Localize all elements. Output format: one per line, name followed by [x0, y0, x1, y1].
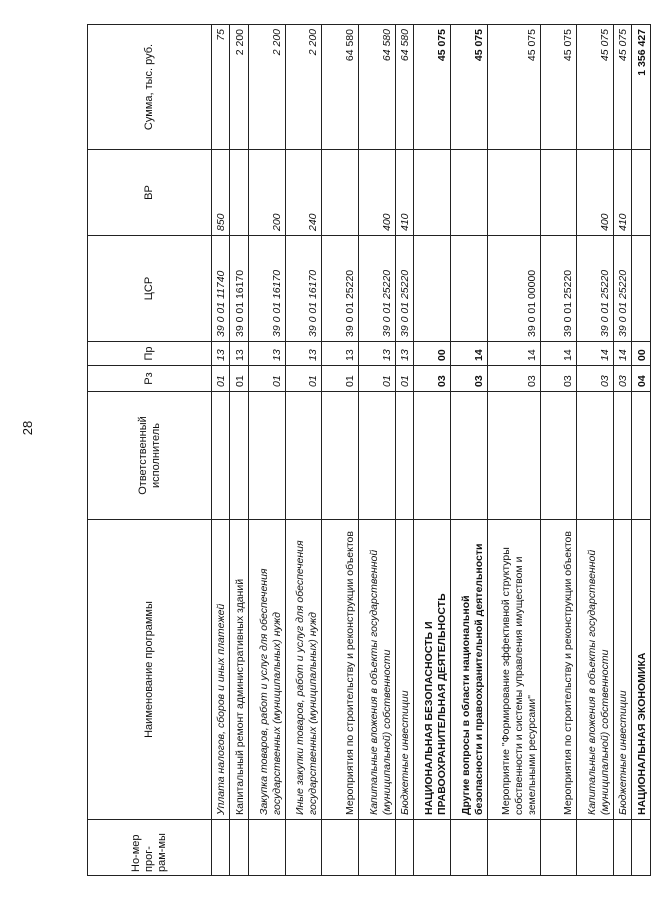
csr-cell: 39 0 01 00000	[487, 236, 540, 342]
csr-cell	[414, 236, 451, 342]
csr-cell: 39 0 01 25220	[322, 236, 359, 342]
pr-cell: 13	[248, 342, 285, 366]
executor-cell	[395, 392, 413, 520]
rz-cell: 01	[395, 366, 413, 392]
program-name-cell: Бюджетные инвестиции	[614, 520, 632, 820]
sum-cell: 75	[212, 25, 230, 150]
vr-cell: 850	[212, 150, 230, 236]
header-executor: Ответственный исполнитель	[88, 392, 212, 520]
header-csr: ЦСР	[88, 236, 212, 342]
header-vr: ВР	[88, 150, 212, 236]
executor-cell	[322, 392, 359, 520]
program-name-cell: Иные закупки товаров, работ и услуг для обеспечения государственных (муниципальных) нужд	[285, 520, 322, 820]
table-row	[414, 25, 451, 876]
vr-cell: 240	[285, 150, 322, 236]
program-number-cell	[540, 820, 577, 876]
program-number-cell	[230, 820, 248, 876]
sum-cell: 45 075	[450, 25, 487, 150]
header-program-name: Наименование программы	[88, 520, 212, 820]
pr-cell: 13	[230, 342, 248, 366]
pr-cell: 14	[487, 342, 540, 366]
pr-cell: 00	[632, 342, 651, 366]
vr-cell: 400	[359, 150, 396, 236]
table-row	[359, 25, 396, 876]
pr-cell: 13	[395, 342, 413, 366]
vr-cell: 400	[577, 150, 614, 236]
rz-cell: 01	[230, 366, 248, 392]
vr-cell	[487, 150, 540, 236]
executor-cell	[614, 392, 632, 520]
vr-cell: 200	[248, 150, 285, 236]
program-number-cell	[212, 820, 230, 876]
program-name-cell: НАЦИОНАЛЬНАЯ ЭКОНОМИКА	[632, 520, 651, 820]
program-number-cell	[285, 820, 322, 876]
sum-cell: 1 356 427	[632, 25, 651, 150]
program-name-cell: Мероприятие "Формирование эффективной структуры собственности и системы управления имуществом и земельными ресурсами"	[487, 520, 540, 820]
program-name-cell: Другие вопросы в области национальной безопасности и правоохранительной деятельности	[450, 520, 487, 820]
executor-cell	[359, 392, 396, 520]
program-number-cell	[450, 820, 487, 876]
table-row	[248, 25, 285, 876]
table-row	[614, 25, 632, 876]
executor-cell	[212, 392, 230, 520]
rz-cell: 01	[359, 366, 396, 392]
sum-cell: 45 075	[414, 25, 451, 150]
executor-cell	[450, 392, 487, 520]
pr-cell: 14	[577, 342, 614, 366]
pr-cell: 13	[285, 342, 322, 366]
csr-cell: 39 0 01 25220	[359, 236, 396, 342]
pr-cell: 13	[359, 342, 396, 366]
pr-cell: 14	[540, 342, 577, 366]
sum-cell: 45 075	[540, 25, 577, 150]
program-number-cell	[248, 820, 285, 876]
executor-cell	[414, 392, 451, 520]
program-name-cell: Закупка товаров, работ и услуг для обеспечения государственных (муниципальных) нужд	[248, 520, 285, 820]
program-number-cell	[487, 820, 540, 876]
program-name-cell: Капитальные вложения в объекты государственной (муниципальной) собственности	[359, 520, 396, 820]
program-name-cell: Уплата налогов, сборов и иных платежей	[212, 520, 230, 820]
executor-cell	[230, 392, 248, 520]
pr-cell: 13	[322, 342, 359, 366]
program-name-cell: Бюджетные инвестиции	[395, 520, 413, 820]
table-row	[632, 25, 651, 876]
pr-cell: 13	[212, 342, 230, 366]
program-name-cell: Мероприятия по строительству и реконструкции объектов	[540, 520, 577, 820]
executor-cell	[632, 392, 651, 520]
pr-cell: 14	[614, 342, 632, 366]
rz-cell: 03	[540, 366, 577, 392]
page-number: 28	[20, 420, 35, 436]
vr-cell	[322, 150, 359, 236]
program-number-cell	[395, 820, 413, 876]
vr-cell	[632, 150, 651, 236]
table-row	[577, 25, 614, 876]
budget-table	[87, 24, 651, 876]
csr-cell: 39 0 01 25220	[540, 236, 577, 342]
rotated-table-container	[87, 25, 651, 876]
csr-cell	[632, 236, 651, 342]
sum-cell: 45 075	[487, 25, 540, 150]
pr-cell: 00	[414, 342, 451, 366]
program-name-cell: НАЦИОНАЛЬНАЯ БЕЗОПАСНОСТЬ И ПРАВООХРАНИТЕЛЬНАЯ ДЕЯТЕЛЬНОСТЬ	[414, 520, 451, 820]
vr-cell	[540, 150, 577, 236]
table-row	[395, 25, 413, 876]
header-program-number: Но-мер прог-рам-мы	[88, 820, 212, 876]
csr-cell: 39 0 01 25220	[577, 236, 614, 342]
rz-cell: 03	[577, 366, 614, 392]
header-row	[88, 25, 212, 876]
csr-cell: 39 0 01 16170	[248, 236, 285, 342]
vr-cell: 410	[395, 150, 413, 236]
rz-cell: 03	[450, 366, 487, 392]
sum-cell: 64 580	[322, 25, 359, 150]
program-number-cell	[322, 820, 359, 876]
executor-cell	[248, 392, 285, 520]
table-row	[487, 25, 540, 876]
sum-cell: 2 200	[285, 25, 322, 150]
rz-cell: 04	[632, 366, 651, 392]
header-pr: Пр	[88, 342, 212, 366]
rz-cell: 01	[212, 366, 230, 392]
table-row	[212, 25, 230, 876]
header-sum: Сумма, тыс. руб.	[88, 25, 212, 150]
table-row	[322, 25, 359, 876]
rz-cell: 01	[322, 366, 359, 392]
csr-cell	[450, 236, 487, 342]
executor-cell	[487, 392, 540, 520]
csr-cell: 39 0 01 16170	[230, 236, 248, 342]
program-name-cell: Капитальный ремонт административных зданий	[230, 520, 248, 820]
csr-cell: 39 0 01 25220	[395, 236, 413, 342]
executor-cell	[540, 392, 577, 520]
rz-cell: 01	[248, 366, 285, 392]
table-row	[540, 25, 577, 876]
program-number-cell	[414, 820, 451, 876]
sum-cell: 2 200	[230, 25, 248, 150]
header-rz: Рз	[88, 366, 212, 392]
rz-cell: 03	[487, 366, 540, 392]
vr-cell: 410	[614, 150, 632, 236]
executor-cell	[285, 392, 322, 520]
csr-cell: 39 0 01 25220	[614, 236, 632, 342]
sum-cell: 45 075	[614, 25, 632, 150]
table-row	[285, 25, 322, 876]
rz-cell: 03	[614, 366, 632, 392]
sum-cell: 2 200	[248, 25, 285, 150]
sum-cell: 64 580	[395, 25, 413, 150]
sum-cell: 45 075	[577, 25, 614, 150]
vr-cell	[450, 150, 487, 236]
sum-cell: 64 580	[359, 25, 396, 150]
program-name-cell: Капитальные вложения в объекты государственной (муниципальной) собственности	[577, 520, 614, 820]
program-number-cell	[614, 820, 632, 876]
program-number-cell	[359, 820, 396, 876]
program-name-cell: Мероприятия по строительству и реконструкции объектов	[322, 520, 359, 820]
vr-cell	[230, 150, 248, 236]
pr-cell: 14	[450, 342, 487, 366]
csr-cell: 39 0 01 11740	[212, 236, 230, 342]
program-number-cell	[577, 820, 614, 876]
program-number-cell	[632, 820, 651, 876]
rz-cell: 01	[285, 366, 322, 392]
csr-cell: 39 0 01 16170	[285, 236, 322, 342]
table-row	[230, 25, 248, 876]
vr-cell	[414, 150, 451, 236]
executor-cell	[577, 392, 614, 520]
table-row	[450, 25, 487, 876]
rz-cell: 03	[414, 366, 451, 392]
